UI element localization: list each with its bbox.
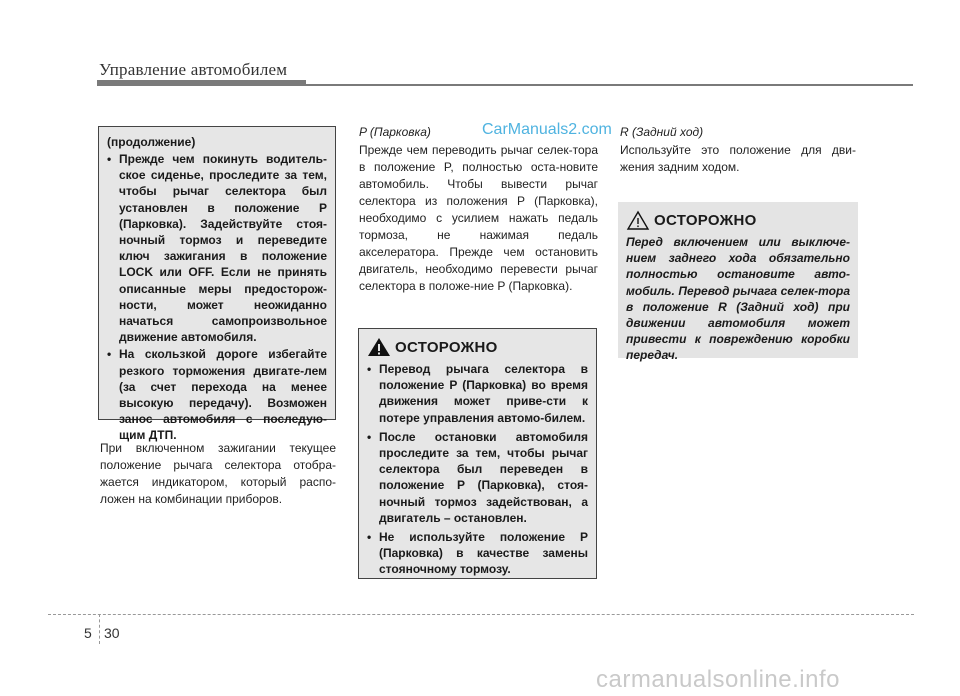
list-item: • Перевод рычага селектора в положение P (Парковка) во время движения может приве-сти к потере управления автомо-билем. <box>367 361 588 426</box>
continuation-list <box>107 151 327 444</box>
reverse-heading: R (Задний ход) <box>620 125 704 139</box>
warning-header <box>367 337 588 357</box>
warning-triangle-icon <box>367 337 391 357</box>
header-rule-thin <box>306 84 913 86</box>
list-item: • Прежде чем покинуть водитель-ское сиденье, проследите за тем, чтобы рычаг селектора был установлен в положение P (Парковка). Задействуйте стоя-ночный тормоз и переведите ключ зажигания в положение LOCK или OFF. Если не принять описанные меры предосторож-ности, может неожиданно начаться самопроизвольное движение автомобиля. <box>107 151 327 345</box>
footer-rule <box>48 614 914 615</box>
list-item: • Не используйте положение P (Парковка) в качестве замены стояночному тормозу. <box>367 529 588 578</box>
warning-header <box>626 210 850 230</box>
park-heading: P (Парковка) <box>359 125 431 139</box>
page-number: 30 <box>104 625 120 641</box>
reverse-warning-box <box>618 202 858 363</box>
park-warning-box <box>358 328 597 579</box>
header-rule-thick <box>97 80 306 86</box>
list-item: • На скользкой дороге избегайте резкого торможения двигате-лем (за счет перехода на менее высокую передачу). Возможен занос автомобиля с последую-щим ДТП. <box>107 346 327 443</box>
park-warning-list <box>367 361 588 578</box>
list-item: • После остановки автомобиля проследите за тем, чтобы рычаг селектора был переведен в положение P (Парковка), стоя-ночный тормоз задействован, а двигатель – остановлен. <box>367 429 588 526</box>
continuation-warning-box <box>98 126 336 443</box>
indicator-paragraph: При включенном зажигании текущее положение рычага селектора отобра-жается индикатором, который распо-ложен на комбинации приборов. <box>100 441 336 506</box>
continuation-title: (продолжение) <box>107 135 196 149</box>
park-paragraph: Прежде чем переводить рычаг селек-тора в положение P, полностью оста-новите автомобиль. Чтобы вывести рычаг селектора из положения P (Парковка), необходимо с усилием нажать педаль тормоза, не нажимая педаль акселератора. Прежде чем остановить двигатель, необходимо перевести рычаг селектора в положе-ние P (Парковка). <box>359 143 598 293</box>
warning-triangle-icon <box>626 210 650 230</box>
footer-separator <box>99 614 100 644</box>
reverse-warning-text: Перед включением или выключе-нием заднего хода обязательно полностью остановите авто-мобиль. Перевод рычага селек-тора в положение R (Задний ход) при движении автомобиля может привести к повреждению коробки передач. <box>626 235 850 363</box>
page-header-title: Управление автомобилем <box>99 60 288 79</box>
warning-label: ОСТОРОЖНО <box>395 338 498 356</box>
watermark-bottom: carmanualsonline.info <box>596 666 840 693</box>
chapter-number: 5 <box>84 625 92 641</box>
reverse-paragraph: Используйте это положение для дви-жения задним ходом. <box>620 143 856 174</box>
watermark-link-top[interactable]: CarManuals2.com <box>482 121 612 138</box>
warning-label: ОСТОРОЖНО <box>654 211 757 229</box>
